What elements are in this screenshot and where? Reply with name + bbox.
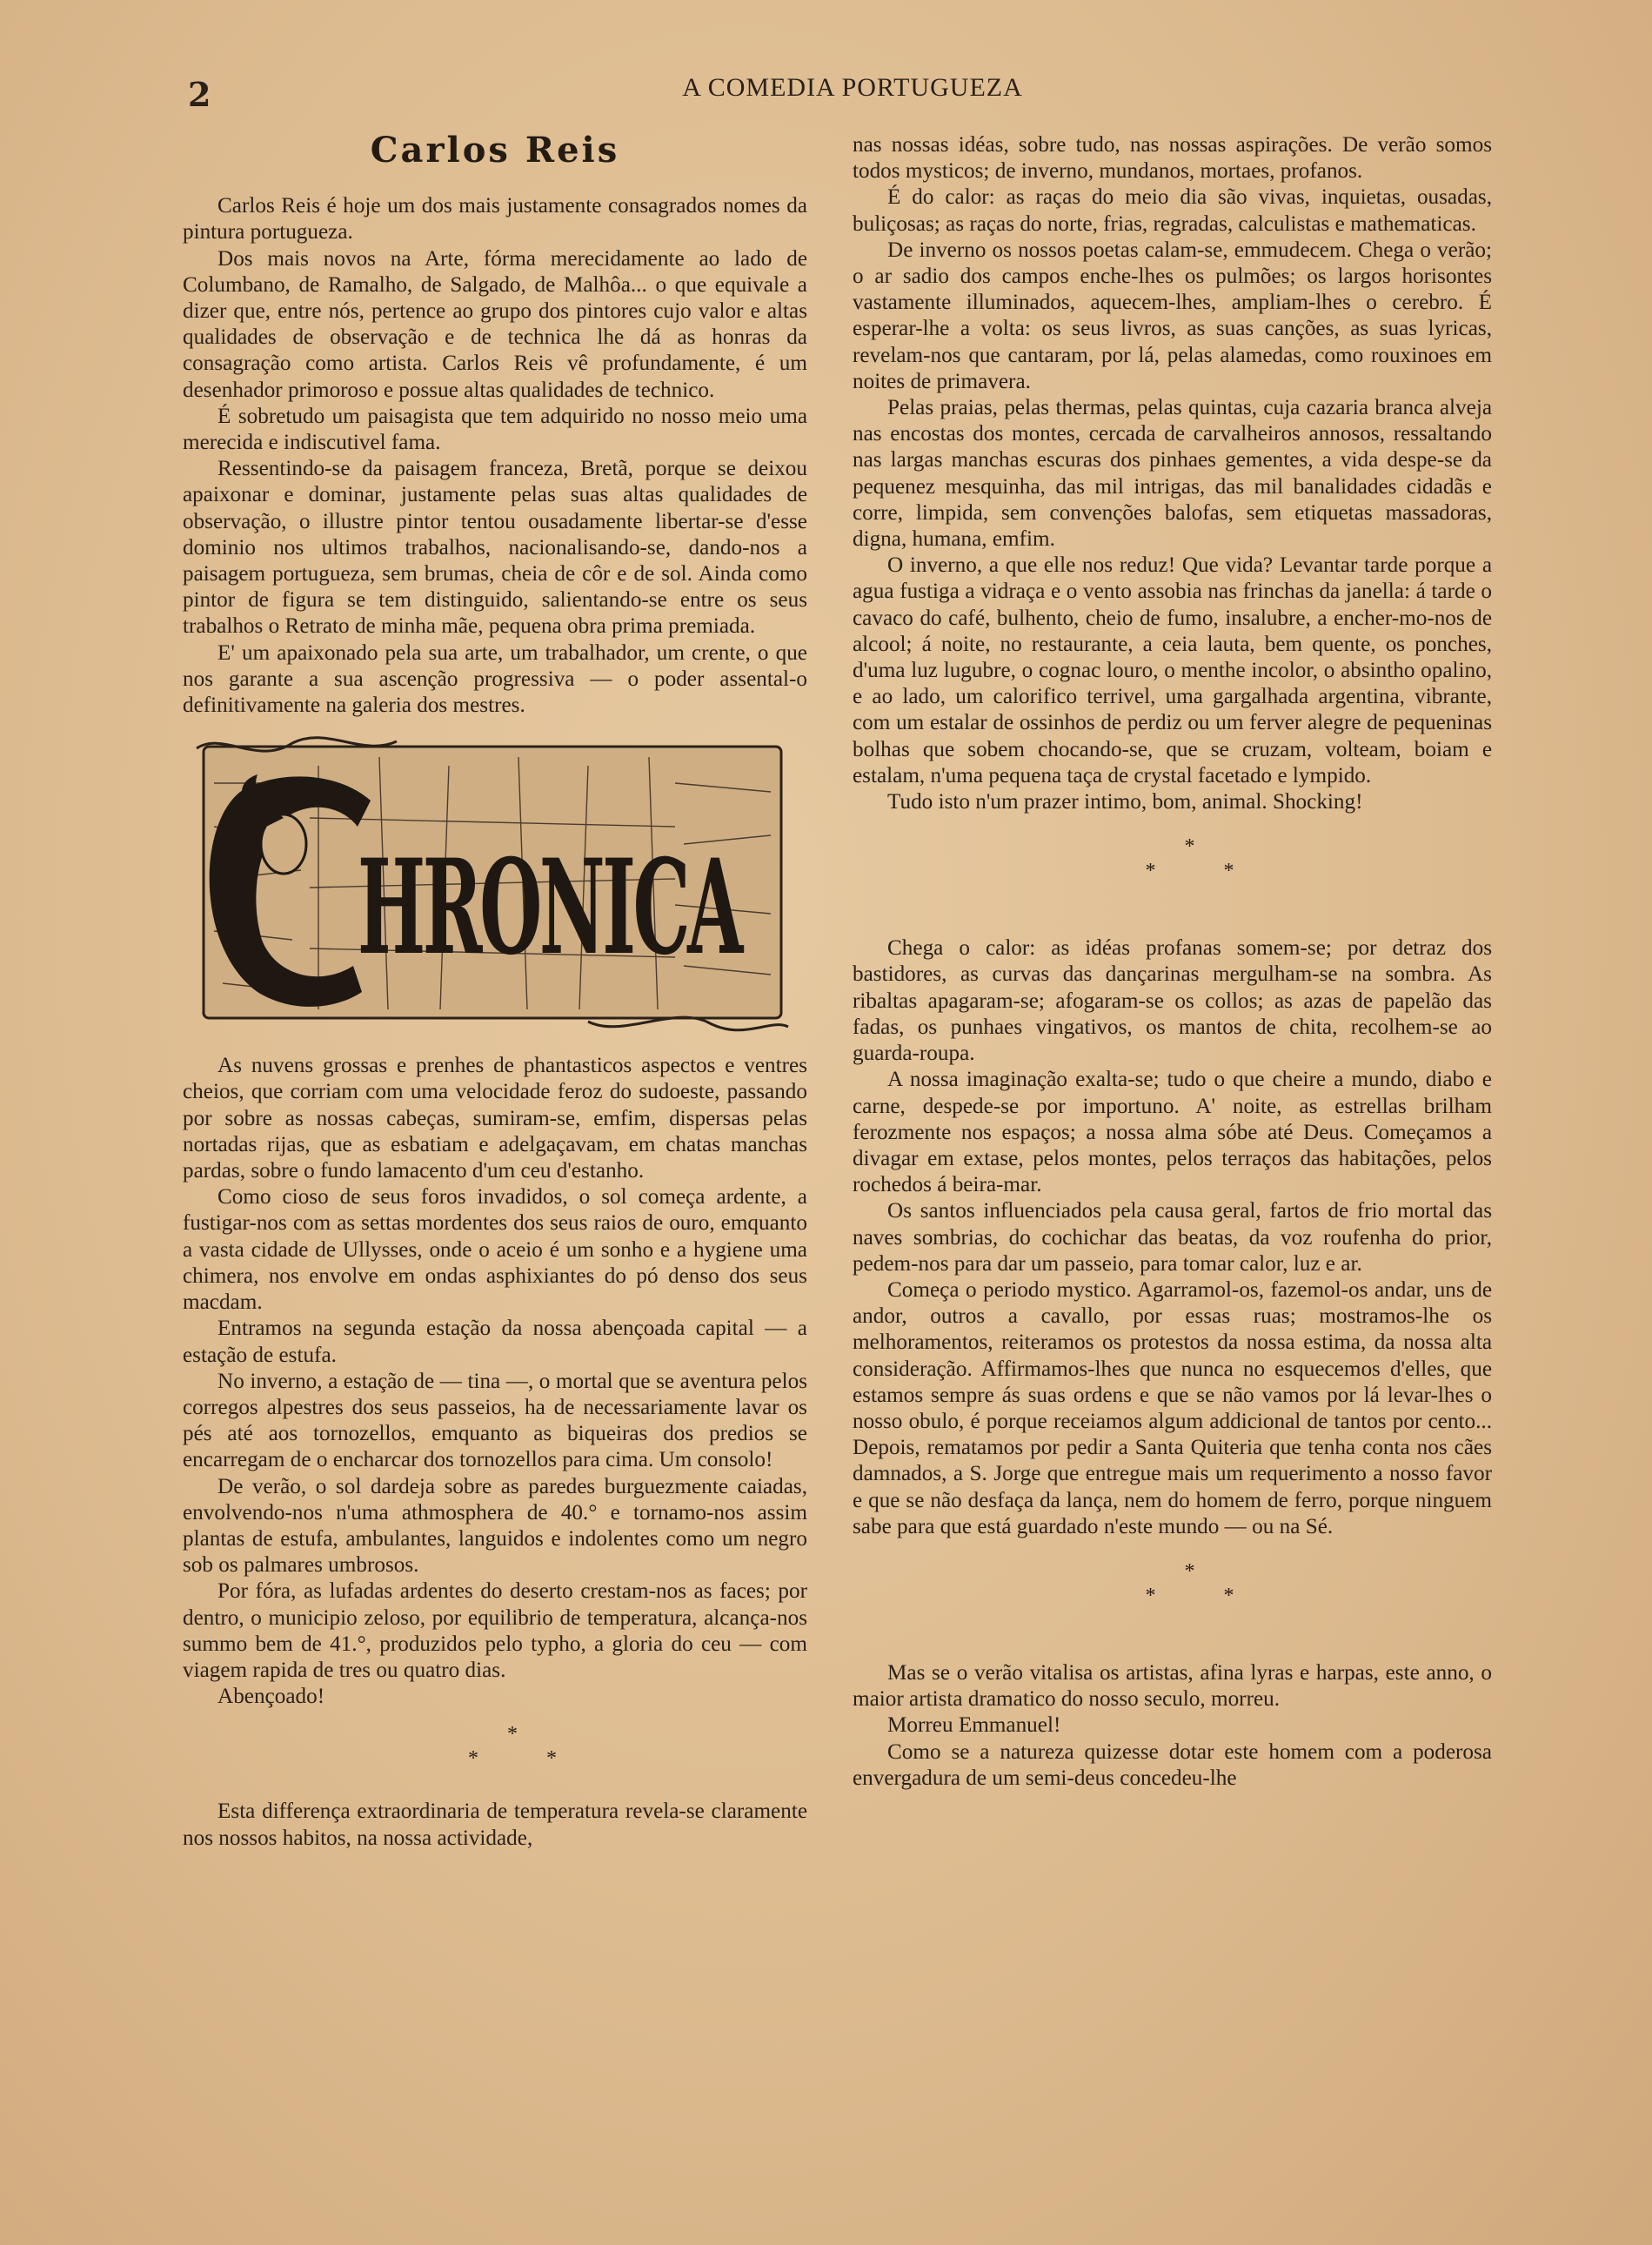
chronica-paragraph: É do calor: as raças do meio dia são vivas, inquietas, ousadas, buliçosas; as raças do norte, frias, regradas, calculistas e mathematicas. [853, 185, 1492, 236]
svg-text:HRONICA: HRONICA [358, 831, 745, 985]
running-head: A COMEDIA PORTUGUEZA [682, 73, 1023, 102]
asterism-top: * [1184, 1559, 1195, 1583]
asterism-bottom: * * [468, 1747, 588, 1771]
chronica-paragraph: De verão, o sol dardeja sobre as paredes burguezmente caiadas, envolvendo-nos n'uma athmosphera de 40.° e tornamo-nos assim plantas de estufa, ambulantes, languidos e indolentes como um negro sob os palmares umbrosos. [183, 1474, 807, 1578]
page-number: 2 [188, 75, 211, 114]
asterism-divider [853, 1559, 1492, 1608]
chronica-paragraph: Abençoado! [217, 1685, 325, 1709]
right-column [853, 132, 1492, 1792]
chronica-paragraph: nas nossas idéas, sobre tudo, nas nossas aspirações. De verão somos todos mysticos; de inverno, mundanos, mortaes, profanos. [853, 133, 1492, 184]
chronica-paragraph: O inverno, a que elle nos reduz! Que vida? Levantar tarde porque a agua fustiga a vidraça e o vento assobia nas frinchas da janella: á tarde o cavaco do café, bulhento, cheio de fumo, insalubre, a encher-mo-nos de alcool; á noite, no restaurante, a ceia lauta, bem quente, os ponches, d'uma luz lugubre, o cognac louro, o menthe incolor, o absintho opalino, e ao lado, um calorifico terrivel, uma gargalhada argentina, vibrante, com um estalar de ossinhos de perdiz ou um ferver alegre de pequeninas bolhas que sobem chocando-se, que se cruzam, volteam, boiam e estalam, n'uma pequena taça de crystal facetado e lympido. [853, 553, 1492, 787]
article-paragraph: É sobretudo um paisagista que tem adquirido no nosso meio uma merecida e indiscutivel fama. [183, 404, 807, 455]
asterism-top: * [1184, 835, 1195, 859]
asterism-top: * [507, 1723, 518, 1746]
chronica-paragraph: Chega o calor: as idéas profanas somem-se; por detraz dos bastidores, as curvas das dançarinas mergulham-se na sombra. As ribaltas apagaram-se; afogaram-se os collos; as azas de papelão das fadas, os punhaes vingativos, os mantos de chita, recolhem-se ao guarda-roupa. [853, 936, 1492, 1066]
final-paragraph: Esta differença extraordinaria de temperatura revela-se claramente nos nossos habitos, na nossa actividade, [183, 1799, 807, 1850]
asterism-bottom: * * [1145, 860, 1266, 883]
chronica-paragraph: Morreu Emmanuel! [887, 1713, 1061, 1738]
article-paragraph: Dos mais novos na Arte, fórma merecidamente ao lado de Columbano, de Ramalho, de Salgado, de Malhôa... o que equivale a dizer que, entre nós, pertence ao grupo dos pintores cujo valor e altas qualidades de observação e de technica lhe dá as honras da consagração como artista. Carlos Reis vê profundamente, é um desenhador primoroso e possue altas qualidades de technico. [183, 246, 807, 402]
chronica-body [183, 1053, 807, 1710]
chronica-paragraph: A nossa imaginação exalta-se; tudo o que cheire a mundo, diabo e carne, despede-se por importuno. A' noite, as estrellas brilham ferozmente nos espaços; a nossa alma sóbe até Deus. Começamos a divagar em extase, pelos montes, pelos terraços das habitações, pelos rochedos á beira-mar. [853, 1068, 1492, 1197]
chronica-paragraph: Tudo isto n'um prazer intimo, bom, animal. Shocking! [887, 790, 1363, 814]
chronica-paragraph: Como se a natureza quizesse dotar este homem com a poderosa envergadura de um semi-deus concedeu-lhe [853, 1739, 1492, 1790]
asterism-bottom: * * [1145, 1584, 1266, 1607]
article-title: Carlos Reis [370, 130, 620, 171]
chronica-paragraph: As nuvens grossas e prenhes de phantasticos aspectos e ventres cheios, que corriam com uma velocidade feroz do sudoeste, passando por sobre as nossas cabeças, sumiram-se, emfim, dispersas pelas nortadas rijas, que as esbatiam e adelgaçavam, em chatas manchas pardas, sobre o fundo lamacento d'um ceu d'estanho. [183, 1054, 807, 1183]
article-paragraph: E' um apaixonado pela sua arte, um trabalhador, um crente, o que nos garante a sua ascenção progressiva — o poder assental-o definitivamente na galeria dos mestres. [183, 640, 807, 718]
chronica-paragraph: Começa o periodo mystico. Agarramol-os, fazemol-os andar, uns de andor, outros a cavallo, por essas ruas; mostramos-lhe os melhoramentos, reiteramos os protestos da nossa estima, da nossa alta consideração. Affirmamos-lhes que nunca no esquecemos d'elles, que estamos sempre ás suas ordens e que se não vamos por lá levar-lhes o nosso obulo, é porque receiamos algum addicional de tantos por cento... Depois, rematamos por pedir a Santa Quiteria que tenha conta nos cães damnados, a S. Jorge que entregue mais um requerimento a nosso favor e que se não desfaça da lança, nem do homem de ferro, porque ninguem sabe para que está guardado n'este mundo — ou na Sé. [853, 1277, 1492, 1538]
chronica-paragraph: Mas se o verão vitalisa os artistas, afina lyras e harpas, este anno, o maior artista dramatico do nosso seculo, morreu. [853, 1660, 1492, 1712]
article-paragraph: Ressentindo-se da paisagem franceza, Bretã, porque se deixou apaixonar e dominar, justamente pelas suas altas qualidades de observação, o illustre pintor tentou ousadamente libertar-se d'esse dominio nos ultimos trabalhos, nacionalisando-se, dando-nos a paisagem portugueza, sem brumas, cheia de côr e de sol. Ainda como pintor de figura se tem distinguido, salientando-se entre os seus trabalhos o Retrato de minha mãe, pequena obra prima premiada. [183, 457, 807, 639]
chronica-paragraph: No inverno, a estação de — tina —, o mortal que se aventura pelos corregos alpestres dos seus passeios, ha de necessariamente lavar os pés até aos tornozellos, emquanto as biqueiras dos predios se encarregam de o encharcar dos tornozellos para cima. Um consolo! [183, 1369, 807, 1472]
chronica-paragraph: Como cioso de seus foros invadidos, o sol começa ardente, a fustigar-nos com as settas mordentes dos seus raios de ouro, emquanto a vasta cidade de Ullysses, onde o aceio é um sonho e a hygiene uma chimera, nos envolve em ondas asphixiantes do pó denso dos seus macdam. [183, 1185, 807, 1315]
article-body [183, 193, 807, 719]
chronica-paragraph: Entramos na segunda estação da nossa abençoada capital — a estação de estufa. [183, 1317, 807, 1367]
chronica-vignette [188, 731, 797, 1035]
chronica-paragraph: Pelas praias, pelas thermas, pelas quintas, cuja cazaria branca alveja nas encostas dos montes, cercada de carvalheiros annosos, ressaltando nas largas manchas escuras dos pinhaes gementes, a vida despe-se da pequenez mesquinha, das mil intrigas, das mil banalidades cidadãs e corre, limpida, sem convenções balofas, sem etiquetas massadoras, digna, humana, emfim. [853, 396, 1492, 552]
article-paragraph: Carlos Reis é hoje um dos mais justamente consagrados nomes da pintura portugueza. [183, 194, 807, 245]
left-column [183, 131, 807, 1852]
asterism-divider [183, 1722, 807, 1771]
chronica-paragraph: Os santos influenciados pela causa geral, fartos de frio mortal das naves sombrias, do cochichar das beatas, da voz roufenha do prior, pedem-nos para dar um passeio, para tomar calor, luz e ar. [853, 1199, 1492, 1276]
chronica-paragraph: De inverno os nossos poetas calam-se, emmudecem. Chega o verão; o ar sadio dos campos enche-lhes os pulmões; os largos horisontes vastamente illuminados, aquecem-lhes, ampliam-lhes o cerebro. É esperar-lhe a volta: os seus livros, as suas canções, as suas lyricas, revelam-nos que cantaram, por lá, pelas alamedas, como rouxinoes em noites de primavera. [853, 238, 1492, 393]
chronica-paragraph: Por fóra, as lufadas ardentes do deserto crestam-nos as faces; por dentro, o municipio zeloso, por equilibrio de temperatura, alcança-nos summo bem de 41.°, produzidos pelo typho, a gloria do ceu — com viagem rapida de tres ou quatro dias. [183, 1579, 807, 1682]
asterism-divider [853, 834, 1492, 883]
